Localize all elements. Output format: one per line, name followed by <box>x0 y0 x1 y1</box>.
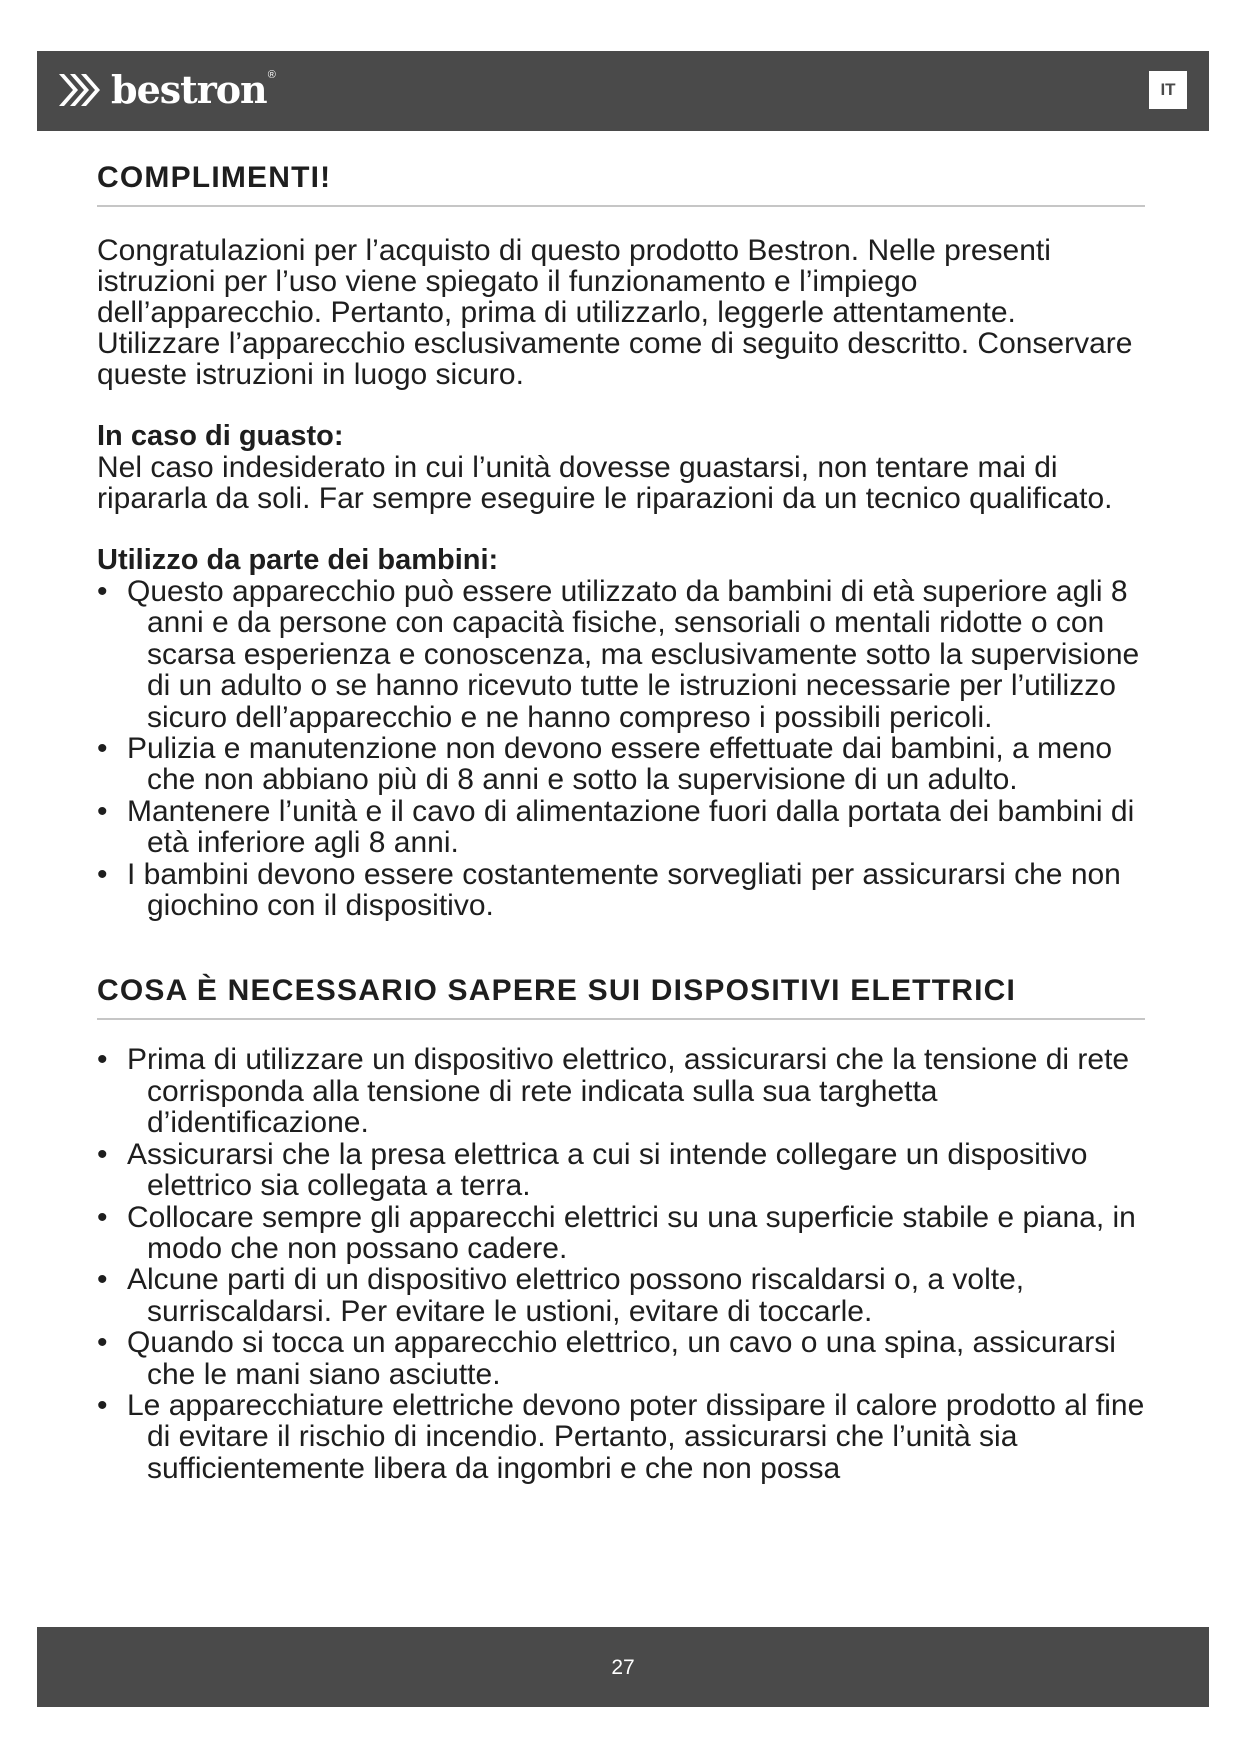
page-footer <box>37 1627 1209 1707</box>
list-item: • Questo apparecchio può essere utilizzato da bambini di età superiore agli 8 anni e da persone con capacità fisiche, sensoriali o mentali ridotte o con scarsa esperienza e conoscenza, ma esclusivamente sotto la supervisione di un adulto o se hanno ricevuto tutte le istruzioni necessarie per l’utilizzo sicuro dell’apparecchio e ne hanno compreso i possibili pericoli. <box>97 576 1145 733</box>
section-title-electrical: COSA È NECESSARIO SAPERE SUI DISPOSITIVI ELETTRICI <box>97 973 1145 1020</box>
fault-heading: In caso di guasto: <box>97 420 344 452</box>
children-list <box>97 576 1145 921</box>
fault-paragraph: Nel caso indesiderato in cui l’unità dovesse guastarsi, non tentare mai di ripararla da soli. Far sempre eseguire le riparazioni da un tecnico qualificato. <box>97 451 1113 515</box>
list-item: • Assicurarsi che la presa elettrica a cui si intende collegare un dispositivo elettrico sia collegata a terra. <box>97 1139 1145 1202</box>
list-item: • I bambini devono essere costantemente sorvegliati per assicurarsi che non giochino con il dispositivo. <box>97 859 1145 922</box>
intro-paragraph: Congratulazioni per l’acquisto di questo prodotto Bestron. Nelle presenti istruzioni per l’uso viene spiegato il funzionamento e l’impiego dell’apparecchio. Pertanto, prima di utilizzarlo, leggerle attentamente. Utilizzare l’apparecchio esclusivamente come di seguito descritto. Conservare queste istruzioni in luogo sicuro. <box>97 234 1133 391</box>
list-item: • Le apparecchiature elettriche devono poter dissipare il calore prodotto al fine di evitare il rischio di incendio. Pertanto, assicurarsi che l’unità sia sufficientemente libera da ingombri e che non possa <box>97 1390 1145 1484</box>
list-item: • Alcune parti di un dispositivo elettrico possono riscaldarsi o, a volte, surriscaldarsi. Per evitare le ustioni, evitare di toccarle. <box>97 1264 1145 1327</box>
list-item: • Mantenere l’unità e il cavo di alimentazione fuori dalla portata dei bambini di età inferiore agli 8 anni. <box>97 796 1145 859</box>
page-content <box>97 160 1145 1484</box>
bestron-logo <box>57 65 276 115</box>
electrical-list <box>97 1044 1145 1484</box>
list-item: • Quando si tocca un apparecchio elettrico, un cavo o una spina, assicurarsi che le mani siano asciutte. <box>97 1327 1145 1390</box>
children-heading: Utilizzo da parte dei bambini: <box>97 544 499 576</box>
language-badge: IT <box>1149 71 1187 109</box>
page-number: 27 <box>611 1656 635 1679</box>
section-title-compliments: COMPLIMENTI! <box>97 160 1145 207</box>
list-item: • Collocare sempre gli apparecchi elettrici su una superficie stabile e piana, in modo che non possano cadere. <box>97 1202 1145 1265</box>
page-header <box>37 51 1209 131</box>
bestron-chevron-icon <box>57 70 107 110</box>
registered-mark: ® <box>267 69 276 81</box>
brand-name: bestron <box>111 67 267 112</box>
list-item: • Pulizia e manutenzione non devono essere effettuate dai bambini, a meno che non abbiano più di 8 anni e sotto la supervisione di un adulto. <box>97 733 1145 796</box>
list-item: • Prima di utilizzare un dispositivo elettrico, assicurarsi che la tensione di rete corrisponda alla tensione di rete indicata sulla sua targhetta d’identificazione. <box>97 1044 1145 1138</box>
